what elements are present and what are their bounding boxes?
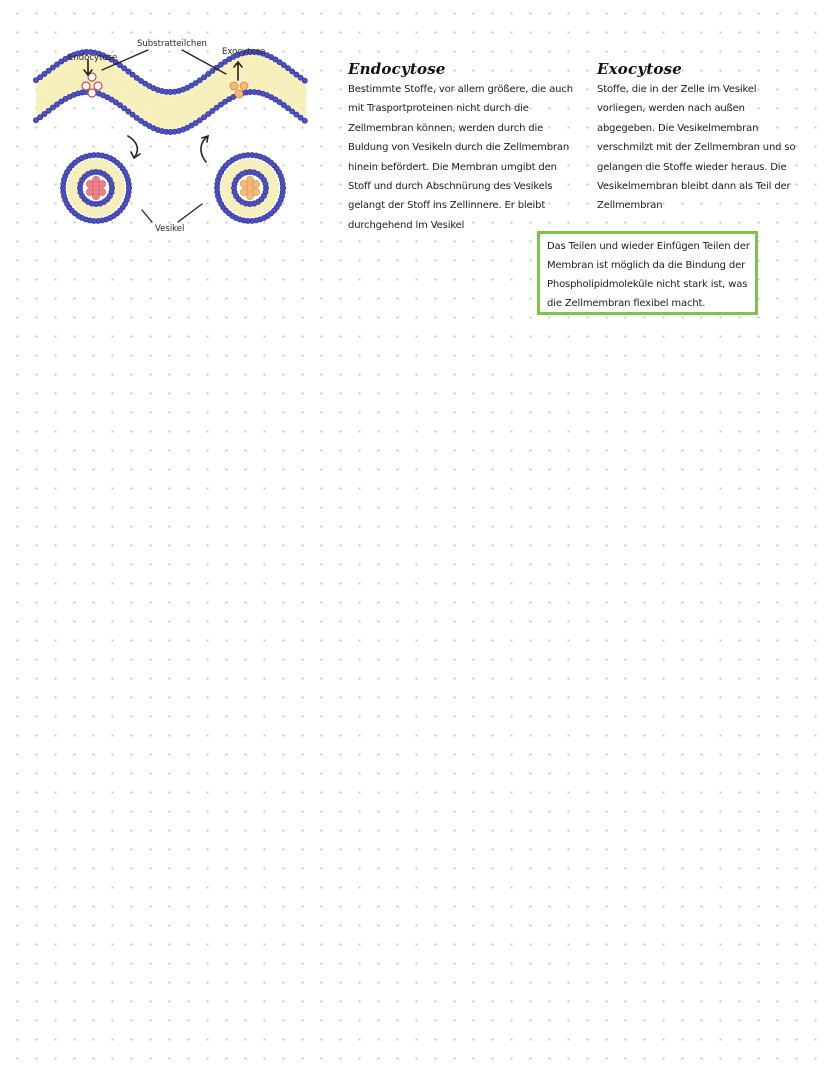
label-vesikel: Vesikel <box>155 224 185 234</box>
label-exocytose: Exocytose <box>222 47 266 57</box>
endocytose-text: Bestimmte Stoffe, vor allem größere, die auch mit Trasportproteinen nicht durch die Zellmembran können, werden durch die Buldung von Vesikeln durch die Zellmembran hinein befördert. Die Membran umgibt den Stoff und durch Abschnürung des Vesikels gelangt der Stoff ins Zellinnere. Er bleibt durchgehend im Vesikel <box>348 84 573 231</box>
label-endocytose: Endocytose <box>68 53 118 63</box>
note-box <box>537 231 758 315</box>
membrane-transport-diagram <box>30 30 320 245</box>
label-substratteilchen: Substratteilchen <box>137 39 207 49</box>
exocytose-text: Stoffe, die in der Zelle im Vesikel vorliegen, werden nach außen abgegeben. Die Vesikelmembran verschmilzt mit der Zellmembran und so gelangen die Stoffe wieder heraus. Die Vesikelmembran bleibt dann als Teil der Zellmembran <box>597 84 796 212</box>
endocytose-heading: Endocytose <box>348 60 446 78</box>
note-text: Das Teilen und wieder Einfügen Teilen der Membran ist möglich da die Bindung der Phospholipidmoleküle nicht stark ist, was die Zellmembran flexibel macht. <box>547 241 750 309</box>
exocytose-heading: Exocytose <box>597 60 682 78</box>
